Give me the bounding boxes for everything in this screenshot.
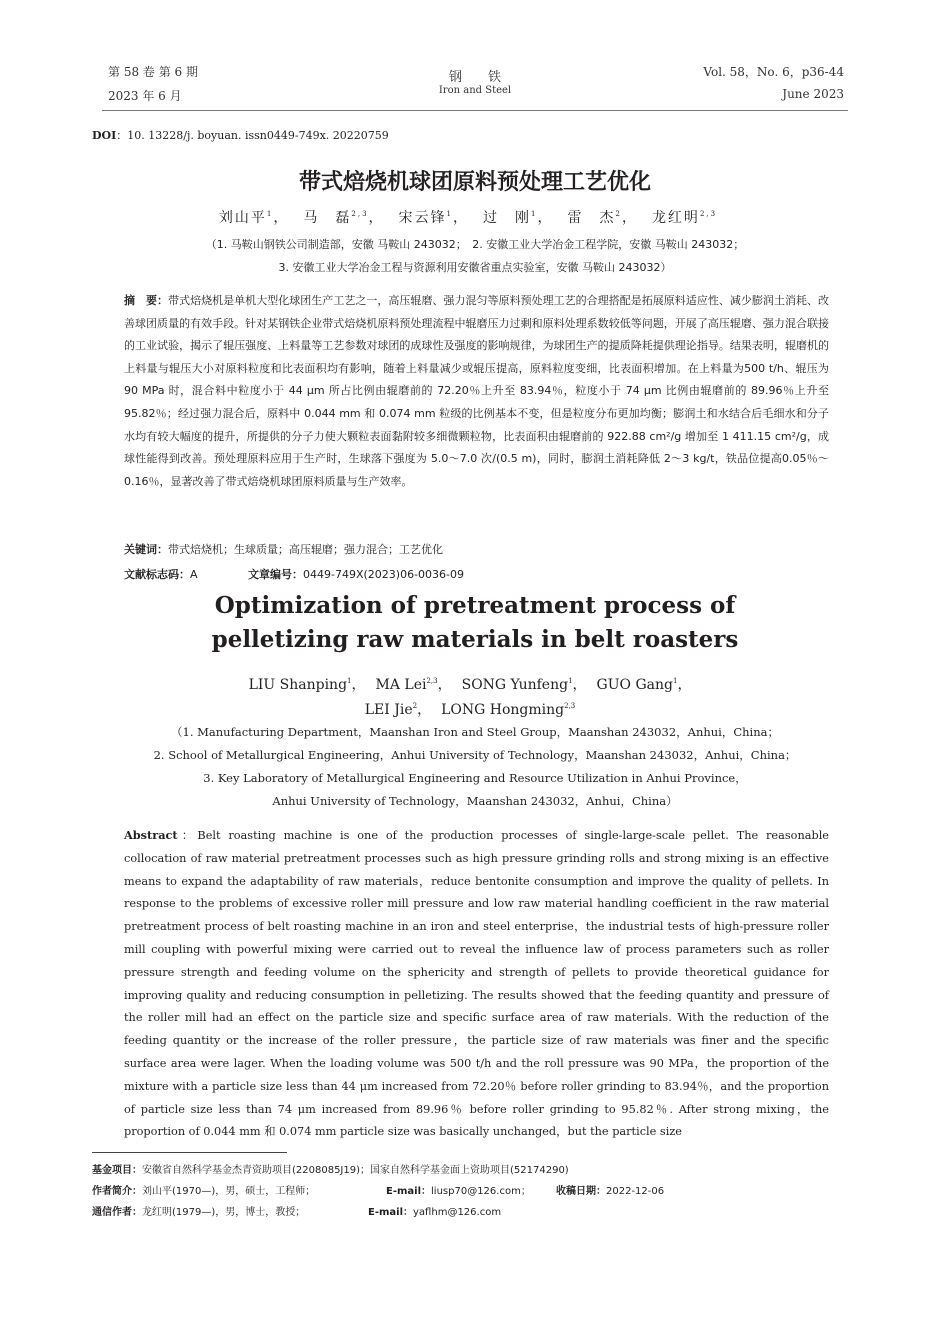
author-affiliation-mark: 2	[412, 702, 418, 710]
author-en-b-1	[441, 702, 575, 718]
email-1-label: E-mail：	[386, 1186, 432, 1197]
affiliation-cn-line-1: （1. 马鞍山钢铁公司制造部，安徽 马鞍山 243032； 2. 安徽工业大学冶金工程学院，安徽 马鞍山 243032；	[205, 238, 745, 251]
doi-value: ：10. 13228/j. boyuan. issn0449-749x. 20220759	[116, 129, 389, 142]
email-1-value: liusp70@126.com；	[431, 1186, 531, 1197]
author-name: SONG Yunfeng	[461, 677, 569, 693]
author-name: LEI Jie	[364, 702, 413, 718]
author-cn-2	[399, 210, 469, 226]
author-separator: ，	[677, 677, 692, 693]
footnote-corresponding-email	[368, 1203, 501, 1218]
author-name: MA Lei	[375, 677, 427, 693]
author-affiliation-mark: 2,3	[426, 677, 438, 685]
affiliation-en-line-1: （1. Manufacturing Department，Maanshan Iron and Steel Group，Maanshan 243032，Anhui，China；	[171, 725, 779, 739]
affiliation-en-line-2: 2. School of Metallurgical Engineering，Anhui University of Technology，Maanshan 243032，Anhui，China；	[153, 748, 797, 762]
author-name: 刘山平	[218, 210, 267, 226]
author-separator: ，	[368, 210, 385, 226]
received-label: 收稿日期：	[556, 1186, 606, 1197]
corresponding-label: 通信作者：	[92, 1207, 142, 1218]
author-en-0	[249, 677, 366, 693]
author-affiliation-mark: 2,3	[699, 210, 718, 218]
author-separator: ，	[437, 677, 452, 693]
keywords-cn-text: 带式焙烧机；生球质量；高压辊磨；强力混合；工艺优化	[168, 543, 443, 556]
author-cn-1	[303, 210, 384, 226]
article-number-label: 文章编号：	[248, 568, 303, 581]
footnote-fund	[92, 1161, 569, 1176]
footnote-rule	[92, 1152, 287, 1153]
title-en-line-1: Optimization of pretreatment process of	[214, 592, 736, 619]
author-name: LIU Shanping	[248, 677, 348, 693]
author-affiliation-mark: 2,3	[351, 210, 369, 218]
author-affiliation-mark: 1	[446, 210, 453, 218]
abstract-en-text: ：Belt roasting machine is one of the production processes of single-large-scale pellet. The reasonable collocation of raw material pretreatment processes such as high pressure grinding rolls and strong mixing is an effective means to expand the adaptability of raw materials，reduce bentonite consumption and improve the quality of pellets. In response to the problems of excessive roller mill pressure and low raw material handling coefficient in the raw material pretreatment process of belt roasting machine in an iron and steel enterprise，the industrial tests of high-pressure roller mill coupling with powerful mixing were carried out to reveal the influence law of process parameters such as roller pressure strength and feeding volume on the sphericity and strength of pellets to provide theoretical guidance for improving quality and reducing consumption in pelletizing. The results showed that the feeding quantity and pressure of the roller mill had an effect on the particle size and specific surface area of raw materials. With the reduction of the feeding quantity or the increase of the roller pressure，the particle size of raw materials was finer and the specific surface area were lager. When the loading volume was 500 t/h and the roll pressure was 90 MPa，the proportion of the mixture with a particle size less than 44 μm increased from 72.20％ before roller grinding to 83.94％，and the proportion of particle size less than 74 μm increased from 89.96％ before roller grinding to 95.82％. After strong mixing，the proportion of 0.044 mm 和 0.074 mm particle size was basically unchanged，but the particle size	[124, 829, 829, 1139]
footnote-received	[556, 1182, 664, 1197]
footnote-author	[92, 1182, 315, 1197]
document-code	[124, 566, 198, 582]
author-separator: ，	[621, 210, 638, 226]
authors-en-line-1	[100, 674, 850, 694]
received-value: 2022-12-06	[606, 1186, 665, 1197]
email-2-label: E-mail：	[368, 1207, 414, 1218]
abstract-cn-label: 摘 要：	[124, 294, 169, 307]
header-volume-issue-cn: 第 58 卷 第 6 期	[108, 65, 198, 79]
fund-label: 基金项目：	[92, 1165, 142, 1176]
abstract-en-label: Abstract	[124, 828, 178, 842]
author-separator: ，	[537, 210, 554, 226]
keywords-cn-label: 关键词：	[124, 543, 168, 556]
author-affiliation-mark: 2	[615, 210, 622, 218]
keywords-cn	[124, 541, 443, 557]
author-separator: ，	[453, 210, 469, 226]
author-affiliation-mark: 1	[672, 677, 678, 685]
header-rule	[102, 110, 848, 111]
abstract-cn	[124, 290, 829, 493]
author-affiliation-mark: 1	[266, 210, 274, 218]
author-en-3	[597, 677, 692, 693]
author-name: LONG Hongming	[441, 702, 565, 718]
document-code-value: A	[190, 568, 198, 581]
author-name: GUO Gang	[596, 677, 673, 693]
author-name: 雷 杰	[567, 210, 616, 226]
document-code-label: 文献标志码：	[124, 568, 190, 581]
header-date-en: June 2023	[782, 87, 844, 101]
fund-text: 安徽省自然科学基金杰青资助项目(2208085J19)；国家自然科学基金面上资助项目(52174290)	[142, 1165, 569, 1176]
doi	[92, 127, 389, 143]
author-name: 宋云锋	[398, 210, 447, 226]
article-number	[248, 566, 464, 582]
author-separator: ，	[351, 677, 366, 693]
author-en-1	[376, 677, 452, 693]
author-separator: ，	[572, 677, 587, 693]
author-bio-text: 刘山平(1970—)，男，硕士，工程师；	[142, 1186, 316, 1197]
affiliation-cn-line-2: 3. 安徽工业大学冶金工程与资源利用安徽省重点实验室，安徽 马鞍山 243032）	[278, 261, 672, 274]
author-separator: ，	[273, 210, 290, 226]
author-affiliation-mark: 1	[347, 677, 352, 685]
author-affiliation-mark: 1	[531, 210, 538, 218]
footnote-corresponding	[92, 1203, 305, 1218]
affiliation-en-line-4: Anhui University of Technology，Maanshan 243032，Anhui，China）	[272, 794, 678, 808]
author-cn-0	[219, 210, 289, 226]
authors-cn	[100, 207, 850, 227]
author-separator: ，	[417, 702, 432, 718]
title-cn: 带式焙烧机球团原料预处理工艺优化	[298, 170, 651, 195]
author-cn-3	[483, 210, 553, 226]
header-date-cn: 2023 年 6 月	[108, 89, 182, 103]
title-en-line-2: pelletizing raw materials in belt roasters	[211, 626, 739, 653]
footnote-author-email	[386, 1182, 531, 1197]
author-bio-label: 作者简介：	[92, 1186, 142, 1197]
email-2-value: yaflhm@126.com	[413, 1207, 502, 1218]
author-name: 过 刚	[483, 210, 531, 226]
header-journal-en: Iron and Steel	[438, 85, 512, 96]
author-cn-4	[567, 210, 637, 226]
article-number-value: 0449-749X(2023)06-0036-09	[303, 568, 464, 581]
author-name: 龙红明	[651, 210, 700, 226]
affiliation-en-line-3: 3. Key Laboratory of Metallurgical Engineering and Resource Utilization in Anhui Province，	[203, 771, 747, 785]
author-en-b-0	[365, 702, 431, 718]
authors-en-line-2	[100, 699, 850, 719]
header-volume-issue-en: Vol. 58，No. 6，p36-44	[703, 65, 844, 79]
abstract-en	[124, 824, 829, 1144]
author-affiliation-mark: 1	[568, 677, 573, 685]
author-cn-5	[652, 210, 717, 226]
author-affiliation-mark: 2,3	[564, 702, 576, 710]
abstract-cn-text: 带式焙烧机是单机大型化球团生产工艺之一，高压辊磨、强力混匀等原料预处理工艺的合理搭配是拓展原料适应性、减少膨润土消耗、改善球团质量的有效手段。针对某钢铁企业带式焙烧机原料预处理流程中辊磨压力过剩和原料处理系数较低等问题，开展了高压辊磨、强力混合联接的工业试验，揭示了辊压强度、上料量等工艺参数对球团的成球性及强度的影响规律，为球团生产的提质降耗提供理论指导。结果表明，辊磨机的上料量与辊压大小对原料粒度和比表面积均有影响，随着上料量减少或辊压提高，原料粒度变细，比表面积增加。在上料量为500 t/h、辊压为 90 MPa 时，混合料中粒度小于 44 μm 所占比例由辊磨前的 72.20％上升至 83.94％，粒度小于 74 μm 比例由辊磨前的 89.96％上升至 95.82％；经过强力混合后，原料中 0.044 mm 和 0.074 mm 粒级的比例基本不变，但是粒度分布更加均衡；膨润土和水结合后毛细水和分子水均有较大幅度的提升，所提供的分子力使大颗粒表面黏附较多细微颗粒物，比表面积由辊磨前的 922.88 cm²/g 增加至 1 411.15 cm²/g，成球性能得到改善。预处理原料应用于生产时，生球落下强度为 5.0～7.0 次/(0.5 m)，同时，膨润土消耗降低 2～3 kg/t，铁品位提高0.05％～0.16％，显著改善了带式焙烧机球团原料质量与生产效率。	[124, 294, 830, 488]
author-en-2	[462, 677, 587, 693]
corresponding-text: 龙红明(1979—)，男，博士，教授；	[142, 1207, 306, 1218]
header-journal-cn: 钢 铁	[448, 70, 501, 85]
doi-label: DOI	[92, 129, 117, 142]
author-name: 马 磊	[303, 210, 352, 226]
